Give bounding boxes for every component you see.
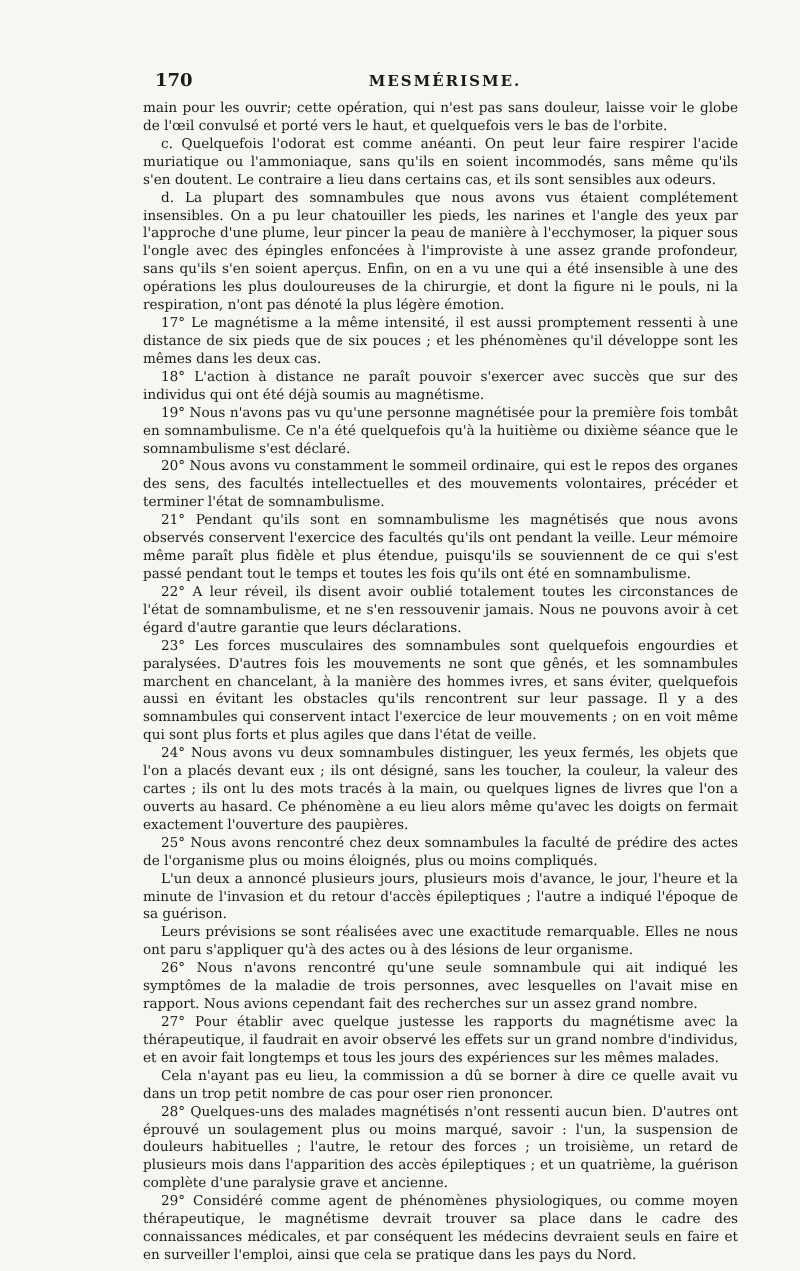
paragraph-26: 26° Nous n'avons rencontré qu'une seule somnambule qui ait indiqué les symptômes de la maladie de trois personnes, avec lesquelles on l'avait mise en rapport. Nous avions cependant fait des recherches sur un assez grand nombre. [143, 960, 738, 1013]
paragraph-continuation: main pour les ouvrir; cette opération, qui n'est pas sans douleur, laisse voir le globe de l'œil convulsé et porté vers le haut, et quelquefois vers le bas de l'orbite. [143, 100, 738, 134]
paragraph-28: 28° Quelques-uns des malades magnétisés n'ont ressenti aucun bien. D'autres ont éprouvé un soulagement plus ou moins marqué, savoir : l'un, la suspension de douleurs habituelles ; l'autre, le retour des forces ; un troisième, un retard de plusieurs mois dans l'apparition des accès épileptiques ; et un quatrième, la guérison complète d'une paralysie grave et ancienne. [143, 1103, 738, 1192]
running-head: MESMÉRISME. [368, 72, 522, 90]
paragraph-20: 20° Nous avons vu constamment le sommeil ordinaire, qui est le repos des organes des sens, des facultés intellectuelles et des mouvements volontaires, précéder et terminer l'état de somnambulisme. [143, 458, 738, 511]
paragraph-27: 27° Pour établir avec quelque justesse les rapports du magnétisme avec la thérapeutique, il faudrait en avoir observé les effets sur un grand nombre d'individus, et en avoir fait longtemps et tous les jours des expériences sur les mêmes malades. [143, 1014, 738, 1066]
paragraph-22: 22° A leur réveil, ils disent avoir oublié totalement toutes les circonstances de l'état de somnambulisme, et ne s'en ressouvenir jamais. Nous ne pouvons avoir à cet égard d'autre garantie que leurs déclarations. [143, 583, 738, 636]
paragraph-25-conclusion: Leurs prévisions se sont réalisées avec une exactitude remarquable. Elles ne nous ont paru s'appliquer qu'à des actes ou à des lésions de leur organisme. [143, 924, 738, 959]
page-header [150, 70, 740, 96]
paragraph-24: 24° Nous avons vu deux somnambules distinguer, les yeux fermés, les objets que l'on a placés devant eux ; ils ont désigné, sans les toucher, la couleur, la valeur des cartes ; ils ont lu des mots tracés à la main, ou quelques lignes de livres que l'on a ouverts au hasard. Ce phénomène a eu lieu alors même qu'avec les doigts on fermait exactement l'ouverture des paupières. [143, 745, 738, 833]
paragraph-23: 23° Les forces musculaires des somnambules sont quelquefois engourdies et paralysées. D'autres fois les mouvements ne sont que gênés, et les somnambules marchent en chancelant, à la manière des hommes ivres, et sans éviter, quelquefois aussi en évitant les obstacles qu'ils rencontrent sur leur passage. Il y a des somnambules qui conservent intact l'exercice de leur mouvements ; on en voit même qui sont plus forts et plus agiles que dans l'état de veille. [143, 637, 738, 744]
paragraph-18: 18° L'action à distance ne paraît pouvoir s'exercer avec succès que sur des individus qui ont été déjà soumis au magnétisme. [143, 368, 738, 403]
paragraph-17: 17° Le magnétisme a la même intensité, il est aussi promptement ressenti à une distance de six pieds que de six pouces ; et les phénomènes qu'il développe sont les mêmes dans les deux cas. [143, 315, 738, 367]
paragraph-25: 25° Nous avons rencontré chez deux somnambules la faculté de prédire des actes de l'organisme plus ou moins éloignés, plus ou moins compliqués. [143, 834, 738, 869]
footer-rule [270, 1230, 740, 1232]
paragraph-27-note: Cela n'ayant pas eu lieu, la commission a dû se borner à dire ce quelle avait vu dans un trop petit nombre de cas pour oser rien prononcer. [143, 1067, 738, 1102]
paragraph-19: 19° Nous n'avons pas vu qu'une personne magnétisée pour la première fois tombât en somnambulisme. Ce n'a été quelquefois qu'à la huitième ou dixième séance que le somnambulisme s'est déclaré. [143, 404, 738, 457]
paragraph-25-detail: L'un deux a annoncé plusieurs jours, plusieurs mois d'avance, le jour, l'heure et la minute de l'invasion et du retour d'accès épileptiques ; l'autre a indiqué l'époque de sa guérison. [143, 870, 738, 923]
page-number: 170 [155, 70, 193, 91]
paragraph-29: 29° Considéré comme agent de phénomènes physiologiques, ou comme moyen thérapeutique, le magnétisme devrait trouver sa place dans le cadre des connaissances médicales, et par conséquent les médecins devraient seuls en faire et en surveiller l'emploi, ainsi que cela se pratique dans les pays du Nord. [143, 1193, 738, 1263]
paragraph-item-c: c. Quelquefois l'odorat est comme anéanti. On peut leur faire respirer l'acide muriatique ou l'ammoniaque, sans qu'ils en soient incommodés, sans même qu'ils s'en doutent. Le contraire a lieu dans certains cas, et ils sont sensibles aux odeurs. [143, 135, 738, 188]
paragraph-21: 21° Pendant qu'ils sont en somnambulisme les magnétisés que nous avons observés conservent l'exercice des facultés qu'ils ont pendant la veille. Leur mémoire même paraît plus fidèle et plus étendue, puisqu'ils se souviennent de ce qui s'est passé pendant tout le temps et toutes les fois qu'ils ont été en somnambulisme. [143, 512, 738, 582]
body-text [143, 100, 738, 1265]
paragraph-item-d: d. La plupart des somnambules que nous avons vus étaient complétement insensibles. On a pu leur chatouiller les pieds, les narines et l'angle des yeux par l'approche d'une plume, leur pincer la peau de manière à l'ecchymoser, la piquer sous l'ongle avec des épingles enfoncées à l'improviste à une assez grande profondeur, sans qu'ils s'en soient aperçus. Enfin, on en a vu une qui a été insensible à une des opérations les plus douloureuses de la chirurgie, et dont la figure ni le pouls, ni la respiration, n'ont pas dénoté la plus légère émotion. [143, 189, 738, 314]
